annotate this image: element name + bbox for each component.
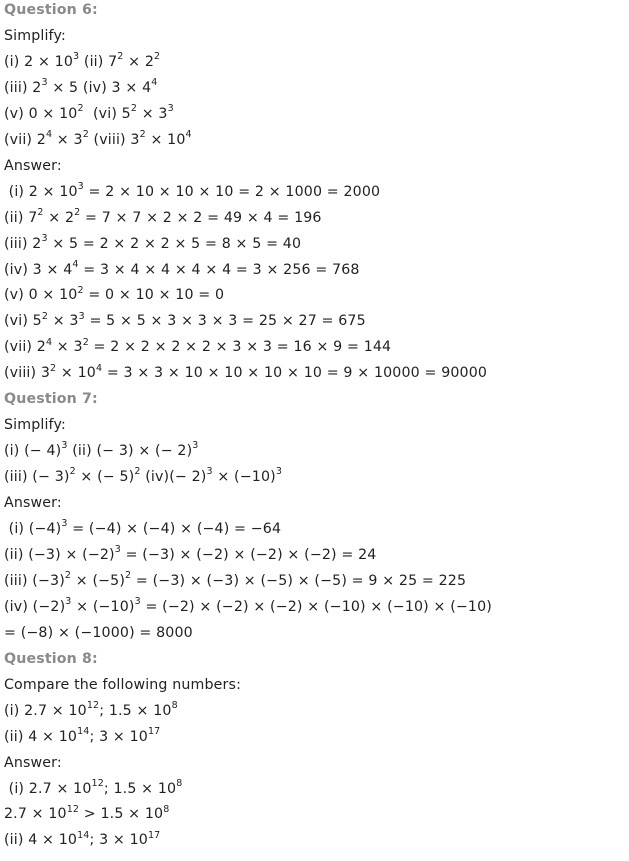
text-line: (v) $0 \times 10^2 = 0 \times 10 \times 10 = 0$: [4, 284, 225, 304]
text-line: = (−8) × (−1000) = 8000: [4, 624, 193, 641]
text-line: (vii) $2^4 \times 3^2$ (viii) $3^2 \times 10^4$: [4, 129, 192, 148]
question-heading: Question 6:: [4, 2, 98, 18]
text-line: (i) $2.7 \times 10^{12}$; $1.5 \times 10^8$: [4, 699, 178, 719]
text-line: Compare the following numbers:: [4, 676, 241, 693]
text-line: (i) (− 4)$^3$ (ii) (− 3) × (− 2)$^3$: [4, 440, 199, 460]
text-line: (v) $0 \times 10^2$ (vi) $5^2 \times 3^3$: [4, 103, 174, 122]
text-line: (iv) $(-2)^3 \times (-10)^3 = (-2) \times (-2) \times (-2) \times (-10) \times (-10) \times (-10)$: [4, 596, 492, 615]
text-line: (iii) $2^3 \times 5$ (iv) $3 \times 4^4$: [4, 77, 158, 96]
question-heading: Question 7:: [4, 391, 98, 408]
text-line: (iii) $2^3 \times 5 = 2 \times 2 \times 2 \times 5 = 8 \times 5 = 40$: [4, 232, 302, 252]
text-line: (vi) $5^2 \times 3^3 = 5 \times 5 \times 3 \times 3 \times 3 = 25 \times 27 = 675$: [4, 310, 366, 330]
text-line: (ii) $4 \times 10^{14}$; $3 \times 10^{17}$: [4, 829, 161, 849]
text-line: (iii) $(-3)^2 \times (-5)^2 = (-3) \times (-3) \times (-5) \times (-5) = 9 \times 25 = 225$: [4, 570, 467, 589]
text-line: Simplify:: [4, 27, 66, 44]
text-line: (ii) $4 \times 10^{14}$; $3 \times 10^{17}$: [4, 725, 161, 745]
text-line: (i) $2.7 \times 10^{12}$; $1.5 \times 10^8$: [4, 777, 183, 797]
text-line: Answer:: [4, 157, 62, 174]
text-line: Simplify:: [4, 417, 66, 434]
text-line: (ii) $7^2 \times 2^2 = 7 \times 7 \times 2 \times 2 = 49 \times 4 = 196$: [4, 206, 322, 226]
text-line: Answer:: [4, 495, 62, 512]
text-line: (iii) (− 3)$^2$ × (− 5)$^2$ $(iv)(- 2)^3 \times (-10)^3$: [4, 466, 283, 486]
question-heading: Question 8:: [4, 650, 98, 667]
text-line: (viii) $3^2 \times 10^4 = 3 \times 3 \times 10 \times 10 \times 10 \times 10 = 9 \times 10000 = 90000$: [4, 362, 488, 382]
text-line: (i) $2 \times 10^3 = 2 \times 10 \times 10 \times 10 = 2 \times 1000 = 2000$: [4, 180, 381, 200]
text-line: (i) $(-4)^3 = (-4) \times (-4) \times (-4) = -64$: [4, 518, 282, 537]
text-line: (i) $2 \times 10^3$ (ii) $7^2 \times 2^2$: [4, 51, 161, 70]
text-line: (iv) $3 \times 4^4 = 3 \times 4 \times 4 \times 4 \times 4 = 3 \times 256 = 768$: [4, 258, 360, 278]
text-line: Answer:: [4, 754, 62, 771]
text-line: (ii) $(-3) \times (-2)^3 = (-3) \times (-2) \times (-2) \times (-2) = 24$: [4, 544, 377, 563]
text-line: (vii) $2^4 \times 3^2 = 2 \times 2 \times 2 \times 2 \times 3 \times 3 = 16 \times 9 = 144$: [4, 336, 392, 356]
text-line: $2.7 \times 10^{12} > 1.5 \times 10^8$: [4, 803, 170, 823]
